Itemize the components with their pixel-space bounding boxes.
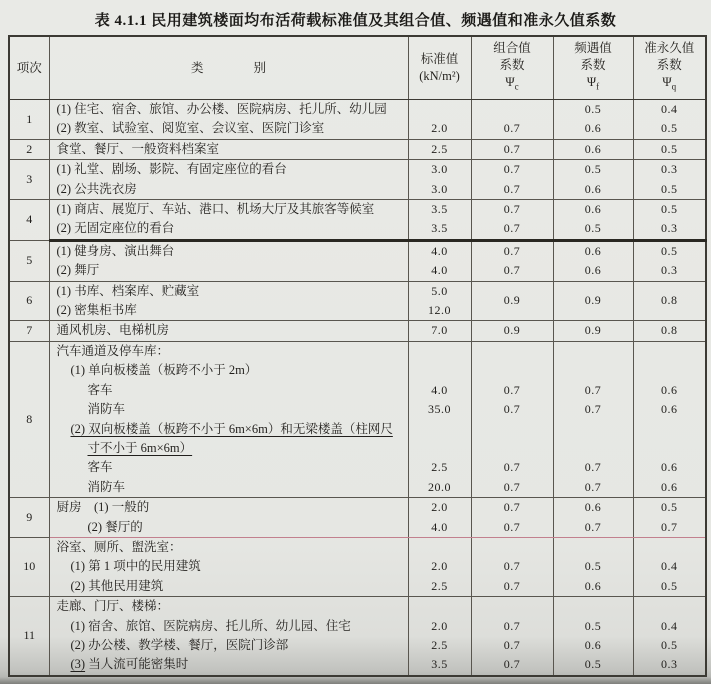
psi-q-symbol: $\Psi_q$ <box>662 75 677 92</box>
standard-value-cell <box>408 439 471 458</box>
category-cell: (2) 舞厅 <box>49 261 408 281</box>
combination-coeff-cell: 0.7 <box>471 240 553 261</box>
standard-value-cell: 2.5 <box>408 636 471 655</box>
frequent-coeff-cell: 0.6 <box>553 498 633 518</box>
underlined-text: (2) 双向板楼盖（板跨不小于 6m×6m）和无梁楼盖（柱网尺 <box>70 421 393 436</box>
quasi-coeff-cell <box>633 420 706 439</box>
quasi-coeff-cell: 0.4 <box>633 617 706 636</box>
combination-coeff-cell: 0.9 <box>471 321 553 341</box>
frequent-coeff-cell: 0.5 <box>553 219 633 240</box>
combination-coeff-cell <box>471 341 553 361</box>
quasi-coeff-cell: 0.6 <box>633 400 706 419</box>
quasi-coeff-cell: 0.4 <box>633 100 706 120</box>
combination-coeff-cell <box>471 537 553 557</box>
frequent-coeff-cell: 0.7 <box>553 381 633 400</box>
combination-coeff-cell: 0.7 <box>471 180 553 200</box>
category-cell: (2) 办公楼、教学楼、餐厅，医院门诊部 <box>49 636 408 655</box>
category-cell: 浴室、厕所、盥洗室： <box>49 537 408 557</box>
quasi-coeff-cell <box>633 361 706 380</box>
table-row <box>9 381 706 400</box>
category-cell: (1) 宿舍、旅馆、医院病房、托儿所、幼儿园、住宅 <box>49 617 408 636</box>
frequent-coeff-cell: 0.6 <box>553 577 633 597</box>
standard-value-cell: 4.0 <box>408 518 471 538</box>
frequent-coeff-cell <box>553 420 633 439</box>
category-cell: (1) 商店、展览厅、车站、港口、机场大厅及其旅客等候室 <box>49 200 408 220</box>
standard-value-cell <box>408 537 471 557</box>
combination-coeff-cell: 0.7 <box>471 518 553 538</box>
table-row <box>9 321 706 341</box>
header-quasi-permanent-coeff: 准永久值 系数 $\Psi_q$ <box>633 36 706 100</box>
quasi-coeff-cell: 0.6 <box>633 381 706 400</box>
frequent-coeff-cell: 0.6 <box>553 261 633 281</box>
frequent-coeff-cell: 0.6 <box>553 240 633 261</box>
table-row <box>9 518 706 538</box>
header-item-no: 项次 <box>9 36 49 100</box>
standard-value-cell: 2.0 <box>408 498 471 518</box>
table-row <box>9 537 706 557</box>
quasi-coeff-cell: 0.3 <box>633 219 706 240</box>
standard-value-cell: 35.0 <box>408 400 471 419</box>
standard-value-cell: 12.0 <box>408 301 471 321</box>
frequent-coeff-cell: 0.7 <box>553 518 633 538</box>
standard-value-cell <box>408 361 471 380</box>
combination-coeff-cell <box>471 361 553 380</box>
standard-value-cell: 3.5 <box>408 655 471 675</box>
header-standard-value: 标准值 (kN/m²) <box>408 36 471 100</box>
header-frequent-coeff: 频遇值 系数 $\Psi_f$ <box>553 36 633 100</box>
combination-coeff-cell: 0.7 <box>471 577 553 597</box>
standard-value-cell: 4.0 <box>408 240 471 261</box>
table-row <box>9 458 706 477</box>
frequent-coeff-cell: 0.5 <box>553 557 633 576</box>
psi-f-symbol: $\Psi_f$ <box>586 75 600 92</box>
frequent-coeff-cell: 0.9 <box>553 281 633 321</box>
frequent-coeff-cell: 0.6 <box>553 139 633 159</box>
frequent-coeff-cell <box>553 439 633 458</box>
combination-coeff-cell: 0.7 <box>471 219 553 240</box>
table-row <box>9 420 706 439</box>
combination-coeff-cell: 0.7 <box>471 160 553 180</box>
category-cell: (2) 餐厅的 <box>49 518 408 538</box>
standard-value-cell <box>408 100 471 120</box>
standard-value-cell: 3.0 <box>408 180 471 200</box>
category-cell: (1) 健身房、演出舞台 <box>49 240 408 261</box>
combination-coeff-cell: 0.7 <box>471 655 553 675</box>
category-cell: (3) 当人流可能密集时 <box>49 655 408 675</box>
frequent-coeff-cell: 0.7 <box>553 478 633 498</box>
quasi-coeff-cell: 0.6 <box>633 478 706 498</box>
quasi-coeff-cell <box>633 537 706 557</box>
item-number-cell: 3 <box>9 160 49 200</box>
frequent-coeff-cell: 0.9 <box>553 321 633 341</box>
live-load-table <box>8 35 707 677</box>
item-number-cell: 2 <box>9 139 49 159</box>
quasi-coeff-cell: 0.5 <box>633 180 706 200</box>
table-row <box>9 341 706 361</box>
load-table-body <box>9 100 706 676</box>
frequent-coeff-cell: 0.6 <box>553 636 633 655</box>
item-number-cell: 1 <box>9 100 49 140</box>
combination-coeff-cell: 0.7 <box>471 557 553 576</box>
standard-value-cell: 5.0 <box>408 281 471 301</box>
combination-coeff-cell: 0.7 <box>471 636 553 655</box>
combination-coeff-cell: 0.7 <box>471 261 553 281</box>
standard-value-cell: 3.0 <box>408 160 471 180</box>
item-number-cell: 7 <box>9 321 49 341</box>
category-cell: 走廊、门厅、楼梯： <box>49 597 408 617</box>
category-cell: (2) 教室、试验室、阅览室、会议室、医院门诊室 <box>49 119 408 139</box>
item-number-cell: 8 <box>9 341 49 497</box>
combination-coeff-cell <box>471 597 553 617</box>
table-row <box>9 261 706 281</box>
category-cell <box>49 420 408 439</box>
category-cell: (2) 其他民用建筑 <box>49 577 408 597</box>
table-row <box>9 655 706 675</box>
item-number-cell: 9 <box>9 498 49 538</box>
frequent-coeff-cell: 0.7 <box>553 458 633 477</box>
category-cell: 汽车通道及停车库： <box>49 341 408 361</box>
category-cell: 客车 <box>49 381 408 400</box>
table-row <box>9 219 706 240</box>
combination-coeff-cell: 0.7 <box>471 200 553 220</box>
table-row <box>9 180 706 200</box>
table-row <box>9 281 706 301</box>
frequent-coeff-cell <box>553 597 633 617</box>
table-row <box>9 557 706 576</box>
table-row <box>9 498 706 518</box>
category-cell: (1) 单向板楼盖（板跨不小于 2m） <box>49 361 408 380</box>
combination-coeff-cell <box>471 420 553 439</box>
category-cell: (2) 公共洗衣房 <box>49 180 408 200</box>
combination-coeff-cell: 0.7 <box>471 498 553 518</box>
quasi-coeff-cell: 0.8 <box>633 281 706 321</box>
psi-c-symbol: $\Psi_c$ <box>505 75 519 92</box>
frequent-coeff-cell: 0.5 <box>553 160 633 180</box>
standard-value-cell: 2.5 <box>408 139 471 159</box>
quasi-coeff-cell: 0.3 <box>633 655 706 675</box>
table-row <box>9 400 706 419</box>
quasi-coeff-cell: 0.5 <box>633 577 706 597</box>
category-cell: 厨房 (1) 一般的 <box>49 498 408 518</box>
category-cell: 消防车 <box>49 478 408 498</box>
standard-value-cell: 3.5 <box>408 219 471 240</box>
combination-coeff-cell <box>471 439 553 458</box>
table-row <box>9 200 706 220</box>
category-cell: (1) 书库、档案库、贮藏室 <box>49 281 408 301</box>
category-cell: (2) 无固定座位的看台 <box>49 219 408 240</box>
item-number-cell: 10 <box>9 537 49 596</box>
standard-value-cell <box>408 420 471 439</box>
standard-value-cell: 3.5 <box>408 200 471 220</box>
frequent-coeff-cell: 0.6 <box>553 119 633 139</box>
quasi-coeff-cell: 0.5 <box>633 139 706 159</box>
category-cell: 消防车 <box>49 400 408 419</box>
category-cell: (1) 礼堂、剧场、影院、有固定座位的看台 <box>49 160 408 180</box>
standard-value-cell: 2.5 <box>408 577 471 597</box>
table-row <box>9 636 706 655</box>
combination-coeff-cell: 0.7 <box>471 400 553 419</box>
quasi-coeff-cell <box>633 597 706 617</box>
table-row <box>9 617 706 636</box>
quasi-coeff-cell: 0.3 <box>633 261 706 281</box>
combination-coeff-cell: 0.7 <box>471 119 553 139</box>
standard-value-cell: 2.0 <box>408 617 471 636</box>
item-number-cell: 5 <box>9 240 49 281</box>
category-cell <box>49 439 408 458</box>
item-number-cell: 11 <box>9 597 49 676</box>
category-cell: (2) 密集柜书库 <box>49 301 408 321</box>
frequent-coeff-cell <box>553 341 633 361</box>
category-cell: (1) 第 1 项中的民用建筑 <box>49 557 408 576</box>
quasi-coeff-cell: 0.4 <box>633 557 706 576</box>
quasi-coeff-cell <box>633 341 706 361</box>
quasi-coeff-cell: 0.3 <box>633 160 706 180</box>
table-row <box>9 100 706 120</box>
combination-coeff-cell: 0.7 <box>471 458 553 477</box>
frequent-coeff-cell: 0.5 <box>553 655 633 675</box>
header-category: 类 别 <box>49 36 408 100</box>
standard-value-cell: 7.0 <box>408 321 471 341</box>
underlined-text: (3) <box>70 657 86 672</box>
standard-value-cell: 4.0 <box>408 381 471 400</box>
table-row <box>9 361 706 380</box>
frequent-coeff-cell: 0.5 <box>553 617 633 636</box>
scan-shadow-edge <box>0 677 711 684</box>
header-row <box>9 36 706 100</box>
frequent-coeff-cell: 0.6 <box>553 180 633 200</box>
category-cell: 食堂、餐厅、一般资料档案室 <box>49 139 408 159</box>
table-row <box>9 240 706 261</box>
standard-value-cell: 2.0 <box>408 119 471 139</box>
header-combination-coeff: 组合值 系数 $\Psi_c$ <box>471 36 553 100</box>
table-row <box>9 478 706 498</box>
table-row <box>9 577 706 597</box>
combination-coeff-cell: 0.7 <box>471 478 553 498</box>
combination-coeff-cell: 0.9 <box>471 281 553 321</box>
table-row <box>9 139 706 159</box>
quasi-coeff-cell <box>633 439 706 458</box>
quasi-coeff-cell: 0.5 <box>633 200 706 220</box>
underlined-text: 寸不小于 6m×6m） <box>87 440 193 455</box>
standard-value-cell: 2.0 <box>408 557 471 576</box>
frequent-coeff-cell: 0.7 <box>553 400 633 419</box>
standard-value-cell: 20.0 <box>408 478 471 498</box>
table-row <box>9 597 706 617</box>
combination-coeff-cell: 0.7 <box>471 381 553 400</box>
item-number-cell: 4 <box>9 200 49 241</box>
standard-value-cell: 2.5 <box>408 458 471 477</box>
table-header <box>9 36 706 100</box>
category-cell: 通风机房、电梯机房 <box>49 321 408 341</box>
frequent-coeff-cell <box>553 361 633 380</box>
quasi-coeff-cell: 0.5 <box>633 636 706 655</box>
table-row <box>9 160 706 180</box>
quasi-coeff-cell: 0.8 <box>633 321 706 341</box>
combination-coeff-cell <box>471 100 553 120</box>
frequent-coeff-cell: 0.5 <box>553 100 633 120</box>
table-row <box>9 119 706 139</box>
quasi-coeff-cell: 0.7 <box>633 518 706 538</box>
standard-value-cell <box>408 597 471 617</box>
quasi-coeff-cell: 0.5 <box>633 240 706 261</box>
quasi-coeff-cell: 0.5 <box>633 498 706 518</box>
item-number-cell: 6 <box>9 281 49 321</box>
table-row <box>9 439 706 458</box>
standard-value-cell: 4.0 <box>408 261 471 281</box>
combination-coeff-cell: 0.7 <box>471 139 553 159</box>
combination-coeff-cell: 0.7 <box>471 617 553 636</box>
frequent-coeff-cell: 0.6 <box>553 200 633 220</box>
category-cell: (1) 住宅、宿舍、旅馆、办公楼、医院病房、托儿所、幼儿园 <box>49 100 408 120</box>
standard-value-cell <box>408 341 471 361</box>
quasi-coeff-cell: 0.6 <box>633 458 706 477</box>
category-cell: 客车 <box>49 458 408 477</box>
frequent-coeff-cell <box>553 537 633 557</box>
quasi-coeff-cell: 0.5 <box>633 119 706 139</box>
table-title: 表 4.1.1 民用建筑楼面均布活荷载标准值及其组合值、频遇值和准永久值系数 <box>94 13 617 29</box>
